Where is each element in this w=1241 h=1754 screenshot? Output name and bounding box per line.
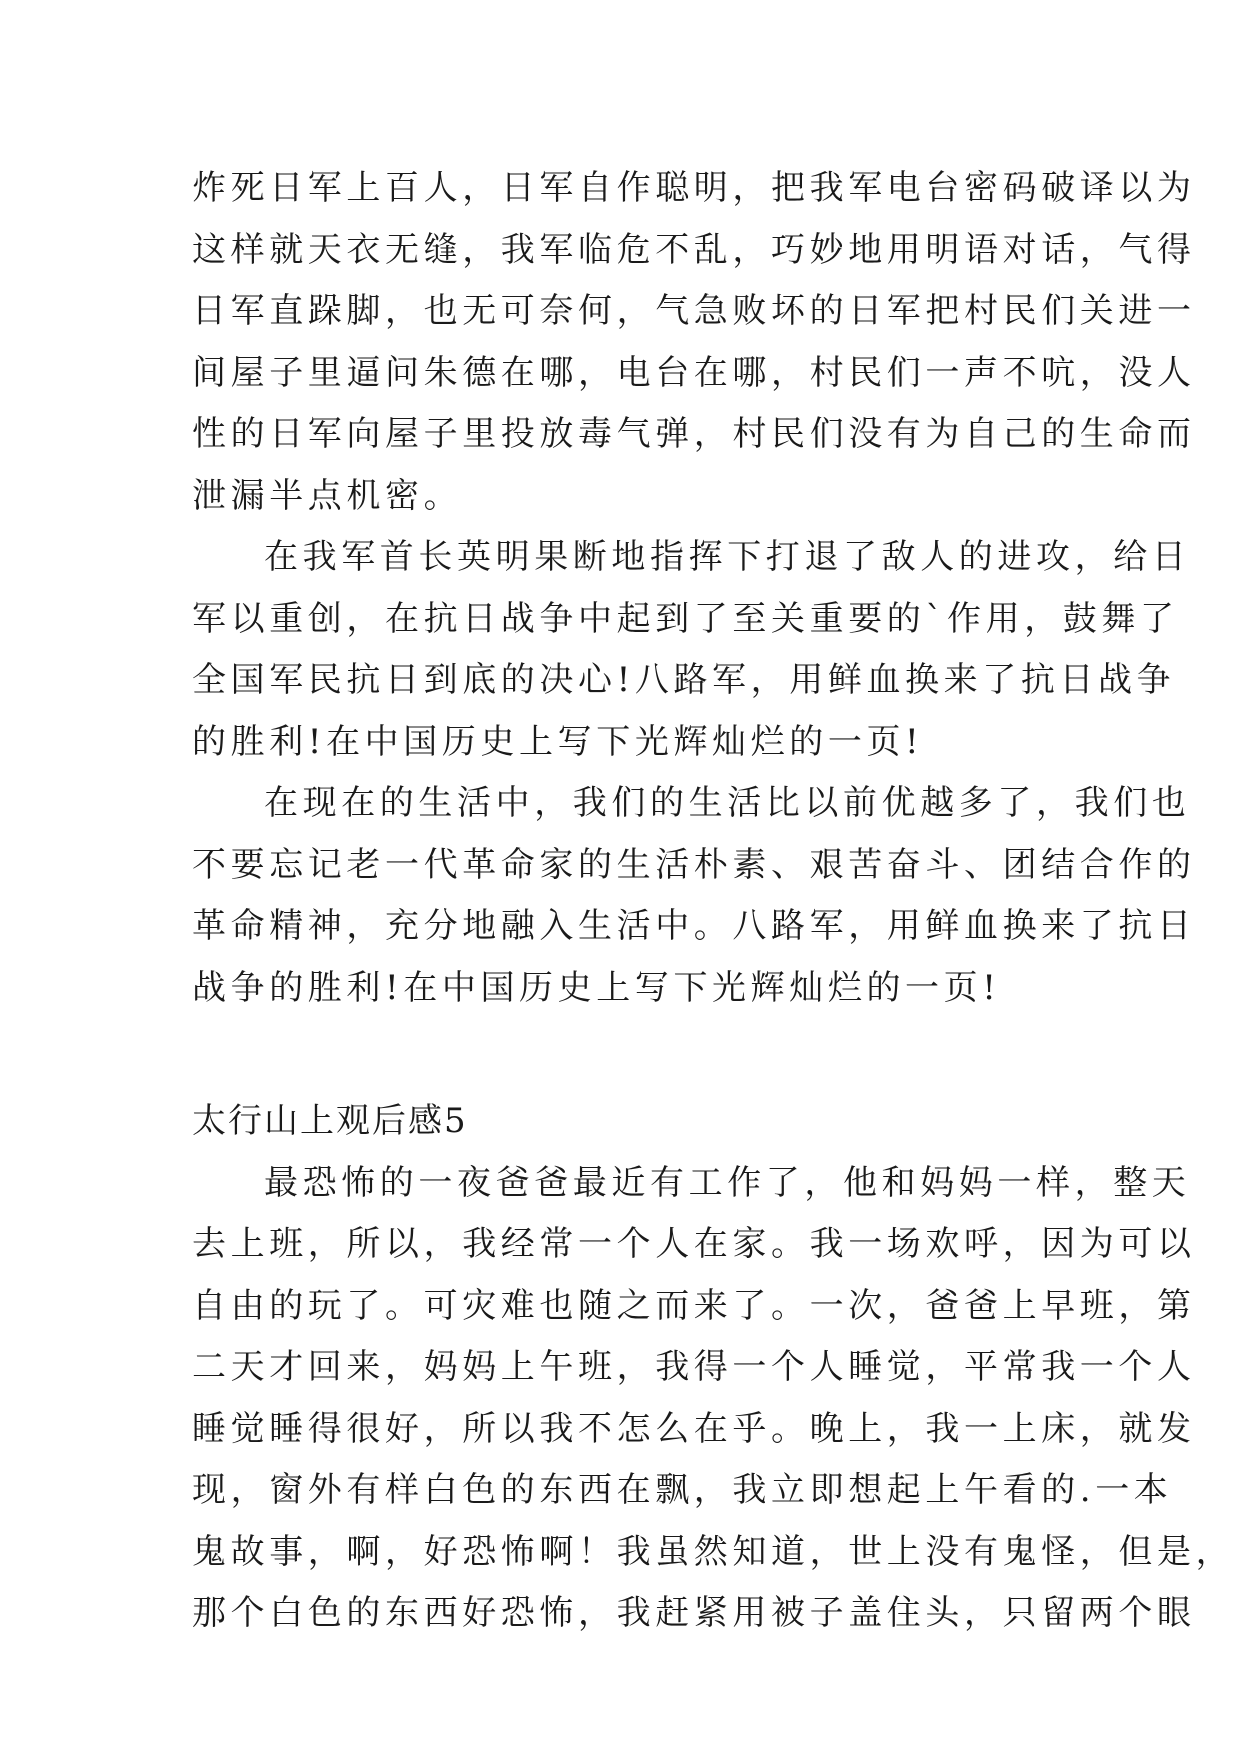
text-line: 那个白色的东西好恐怖，我赶紧用被子盖住头，只留两个眼	[192, 1593, 1196, 1633]
text-line: 的胜利!在中国历史上写下光辉灿烂的一页!	[192, 721, 924, 762]
text-line: 在现在的生活中，我们的生活比以前优越多了，我们也	[264, 783, 1191, 823]
text-line: 泄漏半点机密。	[192, 475, 463, 516]
text-line: 鬼故事，啊，好恐怖啊！我虽然知道，世上没有鬼怪，但是，	[192, 1531, 1235, 1572]
text-line: 二天才回来，妈妈上午班，我得一个人睡觉，平常我一个人	[192, 1347, 1196, 1387]
paragraph-1	[192, 158, 1196, 527]
paragraph-4	[192, 1153, 1235, 1645]
document-body	[192, 158, 1235, 1645]
text-line: 现，窗外有样白色的东西在飘，我立即想起上午看的.一本	[192, 1470, 1173, 1510]
paragraph-2	[192, 527, 1191, 773]
text-line: 在我军首长英明果断地指挥下打退了敌人的进攻，给日	[264, 537, 1191, 577]
section-title: 太行山上观后感5	[192, 1101, 468, 1141]
text-line: 睡觉睡得很好，所以我不怎么在乎。晚上，我一上床，就发	[192, 1408, 1196, 1449]
text-line: 炸死日军上百人，日军自作聪明，把我军电台密码破译以为	[192, 168, 1196, 208]
text-line: 自由的玩了。可灾难也随之而来了。一次，爸爸上早班，第	[192, 1285, 1196, 1326]
section-spacer	[192, 1019, 1050, 1091]
text-line: 这样就天衣无缝，我军临危不乱，巧妙地用明语对话，气得	[192, 229, 1196, 270]
text-line: 间屋子里逼问朱德在哪，电台在哪，村民们一声不吭，没人	[192, 352, 1196, 393]
text-line: 日军直跺脚，也无可奈何，气急败坏的日军把村民们关进一	[192, 291, 1196, 331]
text-line: 不要忘记老一代革命家的生活朴素、艰苦奋斗、团结合作的	[192, 844, 1196, 885]
text-line: 最恐怖的一夜爸爸最近有工作了，他和妈妈一样，整天	[264, 1162, 1191, 1203]
text-line: 去上班，所以，我经常一个人在家。我一场欢呼，因为可以	[192, 1224, 1196, 1264]
text-line: 革命精神，充分地融入生活中。八路军，用鲜血换来了抗日	[192, 906, 1196, 946]
paragraph-3	[192, 773, 1196, 1019]
text-line: 战争的胜利!在中国历史上写下光辉灿烂的一页!	[192, 967, 1001, 1008]
text-line: 军以重创，在抗日战争中起到了至关重要的`作用，鼓舞了	[192, 598, 1179, 639]
text-line: 全国军民抗日到底的决心!八路军，用鲜血换来了抗日战争	[192, 660, 1176, 700]
text-line: 性的日军向屋子里投放毒气弹，村民们没有为自己的生命而	[192, 414, 1196, 454]
